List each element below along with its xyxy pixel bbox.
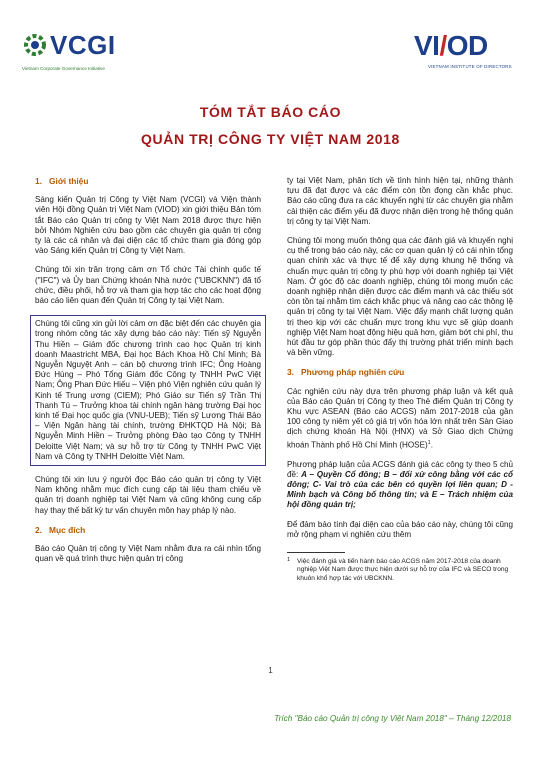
section3-title: Phương pháp nghiên cứu: [301, 367, 405, 378]
section1-heading: [35, 176, 261, 186]
section1-paragraph-3-boxed: Chúng tôi cũng xin gửi lời cảm ơn đặc biệt đến các chuyên gia trong nhóm công tác xây dựng báo cáo này: Tiến sỹ Nguyễn Thu Hiền – Giám đốc chương trình cao học Quản trị kinh doanh Maastricht MBA, Đại học Bách Khoa Hồ Chí Minh; Bà Nguyễn Nguyệt Anh – cán bộ chương trình IFC; Ông Hoàng Đức Hùng – Phó Tổng Giám đốc Công ty TNHH PwC Việt Nam; Ông Phan Đức Hiếu – Viện phó Viện nghiên cứu quản lý Kinh tế Trung ương (CIEM); Phó Giáo sư Tiến sỹ Trần Thị Thanh Tú – Trưởng khoa tài chính ngân hàng trường Đại học kinh tế Đại học quốc gia (VNU-UEB); Tiến sỹ Lương Thái Bảo – Viện Ngân hàng tài chính, trường ĐHKTQD Hà Nội; Bà Nguyễn Minh Hiền – Trưởng phòng Đào tạo Công ty TNHH Deloitte Việt Nam; và sự hỗ trợ từ Công ty TNHH PwC Việt Nam và Công ty TNHH Deloitte Việt Nam.: [35, 319, 261, 461]
right-column: [287, 176, 513, 583]
footnote-divider: [287, 552, 345, 553]
section2-paragraph-1-start: Báo cáo Quản trị công ty Việt Nam nhằm đưa ra cái nhìn tổng quan về quá trình thực hiện quản trị công: [35, 544, 261, 564]
section2-paragraph-2: Chúng tôi mong muốn thông qua các đánh giá và khuyến nghị cụ thể trong báo cáo này, các cơ quan quản lý có cái nhìn tổng quan chính xác và thực tế để xây dựng khung hệ thống và chuẩn mực quản trị công ty phù hợp với doanh nghiệp tại Việt Nam. Ở góc độ các doanh nghiệp, chúng tôi mong muốn các doanh nghiệp nhận diện được các điểm mạnh và các thiếu sót còn tồn tại nhằm tìm cách khắc phục và nâng cao các thông lệ quản trị công ty tại Việt Nam. Việc đẩy mạnh chất lượng quản trị theo kịp với các chuẩn mực trong khu vực sẽ giúp doanh nghiệp Việt Nam hoạt động hiệu quả hơn, giảm bớt chi phí, thu hút đầu tư góp phần thúc đẩy thị trường phát triển minh bạch và bền vững.: [287, 236, 514, 358]
document-title-line2: QUẢN TRỊ CÔNG TY VIỆT NAM 2018: [141, 131, 400, 147]
viod-logo-red-mark-icon: /: [439, 30, 447, 61]
page-footer: Trích "Báo cáo Quản trị công ty Việt Nam 2018" – Tháng 12/2018: [274, 714, 511, 723]
section2-heading: [35, 525, 261, 535]
viod-logo-subtitle: VIETNAM INSTITUTE OF DIRECTORS: [428, 64, 512, 69]
vcgi-logo: [22, 28, 162, 78]
viod-logo-name: VI/OD: [414, 30, 488, 61]
vcgi-logo-mark-icon: [22, 32, 48, 58]
section3-heading: [287, 367, 513, 377]
section2-paragraph-1-continued: ty tại Việt Nam, phân tích về tình hình hiện tại, những thành tựu đã đạt được và các điểm còn tồn đọng cần khắc phục. Báo cáo cũng đưa ra các khuyến nghị từ các chuyên gia nhằm cải thiện các điểm yếu đã được nhận diện trong hệ thống quản trị công ty tại Việt Nam.: [287, 176, 513, 226]
footnote: [287, 558, 513, 583]
section2-number: 2.: [35, 524, 42, 535]
acknowledgement-box: [30, 315, 266, 466]
vcgi-logo-subtitle: Vietnam Corporate Governance Initiative: [22, 66, 105, 71]
footnote-marker: 1: [287, 556, 291, 563]
left-column: [35, 176, 261, 574]
section3-paragraph-3: Để đảm bảo tính đại diện cao của báo cáo này, chúng tôi cũng mở rộng phạm vi nghiên cứu thêm: [287, 519, 513, 539]
section1-number: 1.: [35, 176, 42, 186]
section1-paragraph-4: Chúng tôi xin lưu ý người đọc Báo cáo quản trị công ty Việt Nam không nhằm mục đích cung cấp tài liệu tham chiếu về quản trị doanh nghiệp tại Việt Nam và cũng không cung cấp hay thay thế bất kỳ tư vấn chuyên môn hay pháp lý nào.: [35, 475, 261, 515]
section3-number: 3.: [287, 367, 294, 378]
page-number: 1: [268, 666, 273, 675]
section1-paragraph-2: Chúng tôi xin trân trọng cảm ơn Tổ chức Tài chính quốc tế ("IFC") và Ủy ban Chứng khoán Nhà nước ("UBCKNN") đã tổ chức, điều phối, hỗ trợ và tham gia hợp tác cho các hoạt động báo cáo liên quan đến Quản trị Công ty tại Việt Nam.: [35, 265, 261, 306]
section3-paragraph-2: Phương pháp luận của ACGS đánh giá các công ty theo 5 chủ đề: A – Quyền Cổ đông; B – đối xử công bằng với các cổ đông; C- Vai trò của các bên có quyền lợi liên quan; D - Minh bạch và Công bố thông tin; và E – Trách nhiệm của hội đồng quản trị;: [287, 459, 513, 510]
section3-paragraph-1: Các nghiên cứu này dựa trên phương pháp luận và kết quả của Báo cáo Quản trị Công ty theo Thẻ điểm Quản trị Công ty Khu vực ASEAN (Báo cáo ACGS) năm 2017-2018 của gần 100 công ty niêm yết có giá trị vốn hóa lớn nhất trên Sàn Giao dịch chứng khoán Hà Nội (HNX) và Sở Giao dịch Chứng khoán Thành phố Hồ Chí Minh (HOSE)$^1$.: [287, 386, 513, 450]
vcgi-logo-name: VCGI: [50, 30, 116, 60]
acgs-topics: A – Quyền Cổ đông; B – đối xử công bằng với các cổ đông; C- Vai trò của các bên có quyền lợi liên quan; D - Minh bạch và Công bố thông tin; và E – Trách nhiệm của hội đồng quản trị;: [287, 469, 513, 510]
section1-paragraph-1: Sáng kiến Quản trị Công ty Việt Nam (VCGI) và Viện thành viên Hội đồng Quản trị Việt Nam (VIOD) xin giới thiệu Bản tóm tắt Báo cáo Quản trị công ty Việt Nam 2018 được thực hiện bởi Nhóm Nghiên cứu bao gồm các chuyên gia quản trị công ty là các cá nhân và đại diện các tổ chức tham gia đóng góp vào Sáng kiến Quản trị Công ty Việt Nam.: [35, 195, 261, 256]
viod-logo: [414, 30, 522, 76]
section1-title: Giới thiệu: [49, 176, 89, 186]
footnote-reference: 1: [427, 439, 431, 446]
document-title-line1: TÓM TẮT BÁO CÁO: [199, 104, 342, 120]
section2-title: Mục đích: [49, 524, 86, 535]
footnote-text: Việc đánh giá và tiến hành báo cáo ACGS năm 2017-2018 của doanh nghiệp Việt Nam được thực hiện dưới sự hỗ trợ của IFC và SECO trong khuôn khổ hợp tác với UBCKNN.: [297, 557, 509, 582]
